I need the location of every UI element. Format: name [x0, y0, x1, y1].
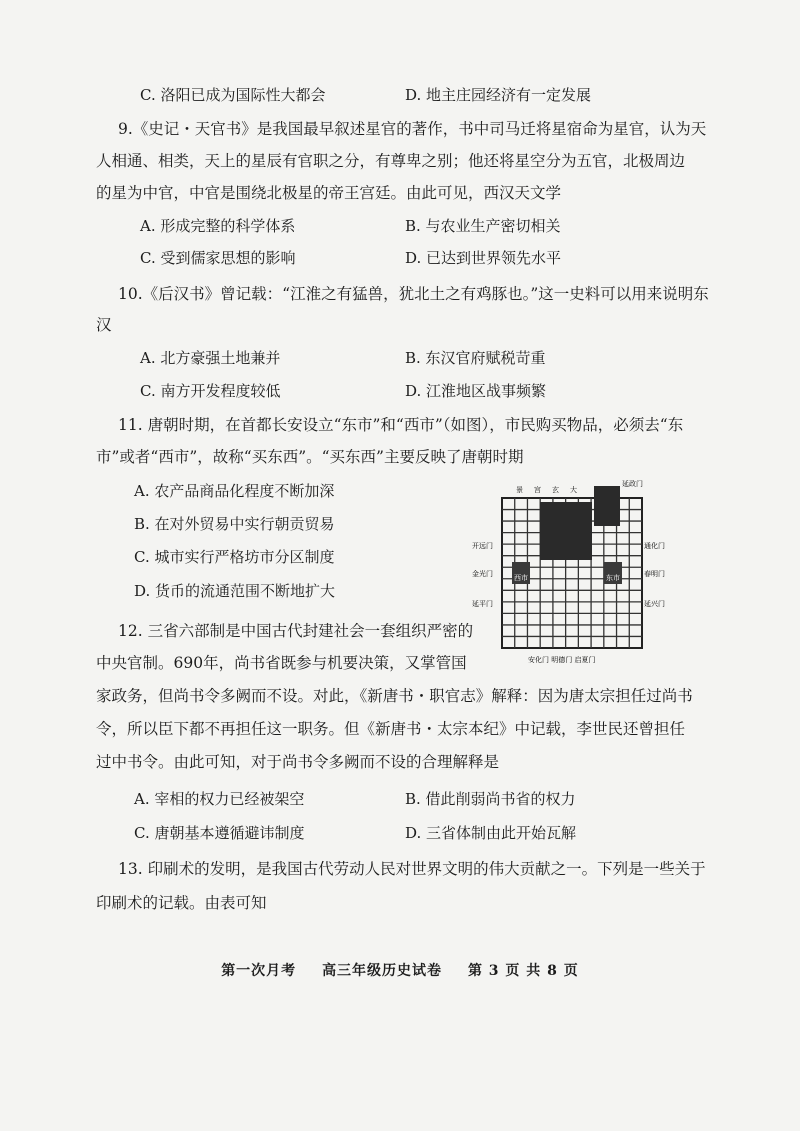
map-label-top-3: 玄: [552, 486, 559, 494]
map-label-top-4: 大: [570, 486, 577, 494]
q11-option-d: D. 货币的流通范围不断地扩大: [134, 582, 336, 600]
map-label-right-2: 春明门: [644, 570, 665, 578]
map-label-right-3: 延兴门: [644, 600, 665, 608]
map-label-top-2: 宫: [534, 486, 541, 494]
q8-option-d: D. 地主庄园经济有一定发展: [405, 86, 592, 104]
west-market-label: 西市: [514, 574, 528, 582]
map-label-bottom: 安化门 明德门 启夏门: [528, 656, 596, 664]
q12-stem-line-5: 过中书令。由此可知，对于尚书令多阙而不设的合理解释是: [96, 753, 500, 771]
q11-stem-line-2: 市”或者“西市”，故称“买东西”。“买东西”主要反映了唐朝时期: [96, 448, 524, 466]
q9-option-b: B. 与农业生产密切相关: [405, 217, 561, 235]
q10-option-a: A. 北方豪强土地兼并: [140, 349, 281, 367]
q12-stem-line-1: 12. 三省六部制是中国古代封建社会一套组织严密的: [118, 622, 474, 640]
q12-option-d: D. 三省体制由此开始瓦解: [405, 824, 577, 842]
q13-stem-line-1: 13. 印刷术的发明，是我国古代劳动人民对世界文明的伟大贡献之一。下列是一些关于: [118, 860, 706, 878]
q12-stem-line-3: 家政务，但尚书令多阙而不设。对此，《新唐书・职官志》解释：因为唐太宗担任过尚书: [96, 687, 693, 705]
q9-stem-line-1: 9.《史记・天官书》是我国最早叙述星官的著作，书中司马迁将星宿命为星官，认为天: [118, 120, 707, 138]
map-label-left-3: 延平门: [472, 600, 493, 608]
q9-stem-line-3: 的星为中官，中官是围绕北极星的帝王宫廷。由此可见，西汉天文学: [96, 184, 562, 202]
q13-stem-line-2: 印刷术的记载。由表可知: [96, 894, 267, 912]
q9-option-c: C. 受到儒家思想的影响: [140, 249, 296, 267]
map-label-right-1: 通化门: [644, 542, 665, 550]
q12-option-a: A. 宰相的权力已经被架空: [134, 790, 305, 808]
map-label-left-1: 开远门: [472, 542, 493, 550]
q9-option-a: A. 形成完整的科学体系: [140, 217, 296, 235]
q9-stem-line-2: 人相通、相类，天上的星辰有官职之分，有尊卑之别；他还将星空分为五官，北极周边: [96, 152, 686, 170]
q11-option-b: B. 在对外贸易中实行朝贡贸易: [134, 515, 335, 533]
q10-option-b: B. 东汉官府赋税苛重: [405, 349, 546, 367]
footer-page-number: 第 3 页 共 8 页: [467, 963, 579, 979]
q8-option-c: C. 洛阳已成为国际性大都会: [140, 86, 326, 104]
q11-stem-line-1: 11. 唐朝时期，在首都长安设立“东市”和“西市”（如图），市民购买物品，必须去“东: [118, 416, 684, 434]
page-footer: [0, 960, 800, 980]
q12-option-b: B. 借此削弱尚书省的权力: [405, 790, 576, 808]
q12-stem-line-4: 令，所以臣下都不再担任这一职务。但《新唐书・太宗本纪》中记载，李世民还曾担任: [96, 720, 686, 738]
q9-option-d: D. 已达到世界领先水平: [405, 249, 562, 267]
changan-city-map: [472, 478, 672, 668]
q10-option-d: D. 江淮地区战事频繁: [405, 382, 547, 400]
map-label-top-right: 延政门: [622, 480, 643, 488]
palace-city-block: [540, 502, 592, 560]
q11-option-c: C. 城市实行严格坊市分区制度: [134, 548, 335, 566]
q12-option-c: C. 唐朝基本遵循避讳制度: [134, 824, 305, 842]
east-market-label: 东市: [606, 574, 620, 582]
map-label-top-1: 景: [516, 486, 523, 494]
q10-stem-line-2: 汉: [96, 316, 112, 334]
map-label-left-2: 金光门: [472, 570, 493, 578]
q12-stem-line-2: 中央官制。690年，尚书省既参与机要决策，又掌管国: [96, 654, 467, 672]
q11-option-a: A. 农产品商品化程度不断加深: [134, 482, 335, 500]
daming-palace-block: [594, 486, 620, 526]
footer-paper-name: 高三年级历史试卷: [322, 963, 443, 979]
q10-stem-line-1: 10.《后汉书》曾记载：“江淮之有猛兽，犹北土之有鸡豚也。”这一史料可以用来说明东: [118, 285, 709, 303]
q10-option-c: C. 南方开发程度较低: [140, 382, 281, 400]
footer-exam-name: 第一次月考: [221, 963, 297, 979]
